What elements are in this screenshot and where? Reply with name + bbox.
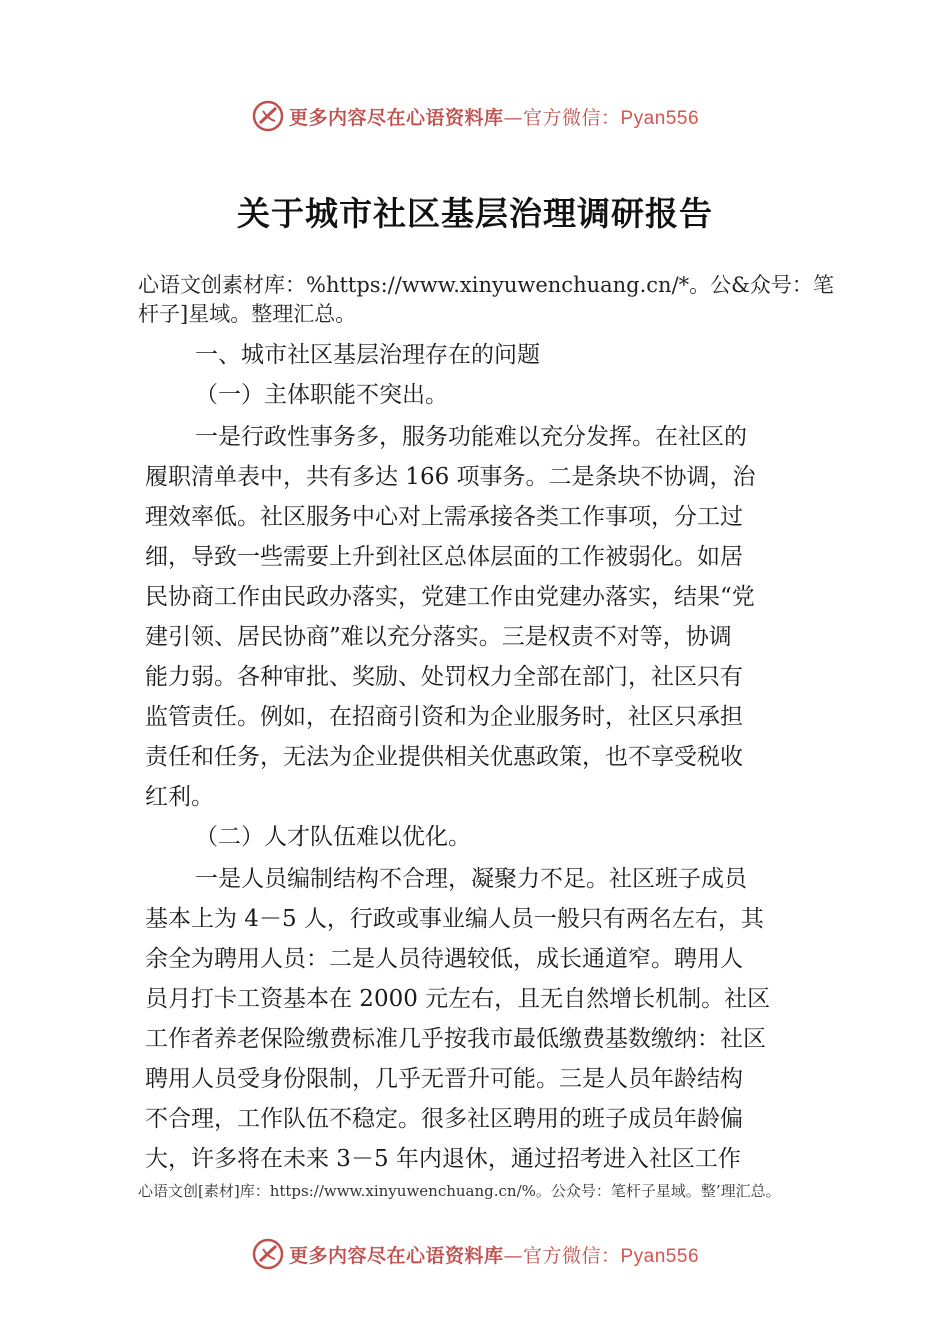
- paragraph-line: 理效率低。社区服务中心对上需承接各类工作事项，分工过: [145, 504, 743, 530]
- wechat-account: Pyan556: [620, 1245, 700, 1267]
- paragraph-line: 余全为聘用人员：二是人员待遇较低，成长通道窄。聘用人: [145, 946, 743, 972]
- paragraph-line: 细，导致一些需要上升到社区总体层面的工作被弱化。如居: [145, 544, 743, 570]
- paragraph-line: 民协商工作由民政办落实，党建工作由党建办落实，结果“党: [145, 584, 755, 610]
- paragraph-line: 监管责任。例如，在招商引资和为企业服务时，社区只承担: [145, 704, 743, 730]
- paragraph-line: 一是人员编制结构不合理，凝聚力不足。社区班子成员: [195, 866, 747, 892]
- paragraph-line: 红利。: [145, 784, 214, 810]
- footer-note: 心语文创[素材]库：https://www.xinyuwenchuang.cn/%。公众号：笔杆子星域。整’理汇总。: [138, 1182, 781, 1200]
- section-heading: 一、城市社区基层治理存在的问题: [195, 342, 540, 368]
- banner-text: 更多内容尽在心语资料库—官方微信：Pyan556: [288, 1244, 700, 1267]
- subsection-heading: （一）主体职能不突出。: [195, 382, 448, 408]
- wechat-account: Pyan556: [620, 107, 700, 129]
- header-banner: [0, 96, 950, 136]
- paragraph-line: 一是行政性事务多，服务功能难以充分发挥。在社区的: [195, 424, 747, 450]
- source-note: 心语文创素材库：%https://www.xinyuwenchuang.cn/*。公&众号：笔杆子]星域。整理汇总。: [138, 273, 834, 326]
- paragraph-line: 履职清单表中，共有多达 166 项事务。二是条块不协调，治: [145, 464, 756, 490]
- subsection-heading: （二）人才队伍难以优化。: [195, 824, 471, 850]
- banner-text: 更多内容尽在心语资料库—官方微信：Pyan556: [288, 106, 700, 129]
- paragraph-line: 大，许多将在未来 3－5 年内退休，通过招考进入社区工作: [145, 1146, 741, 1172]
- paragraph-line: 能力弱。各种审批、奖励、处罚权力全部在部门，社区只有: [145, 664, 743, 690]
- document-title: 关于城市社区基层治理调研报告: [237, 194, 713, 233]
- paragraph-line: 不合理，工作队伍不稳定。很多社区聘用的班子成员年龄偏: [145, 1106, 743, 1132]
- footer-banner: [0, 1234, 950, 1274]
- paragraph-line: 责任和任务，无法为企业提供相关优惠政策，也不享受税收: [145, 744, 743, 770]
- brand-logo-icon: [251, 1237, 285, 1271]
- paragraph-line: 基本上为 4－5 人，行政或事业编人员一般只有两名左右，其: [145, 906, 764, 932]
- paragraph-line: 员月打卡工资基本在 2000 元左右，且无自然增长机制。社区: [145, 986, 771, 1012]
- paragraph-line: 建引领、居民协商”难以充分落实。三是权责不对等，协调: [145, 624, 732, 650]
- paragraph-line: 聘用人员受身份限制，几乎无晋升可能。三是人员年龄结构: [145, 1066, 743, 1092]
- brand-logo-icon: [251, 99, 285, 133]
- paragraph-line: 工作者养老保险缴费标准几乎按我市最低缴费基数缴纳：社区: [145, 1026, 766, 1052]
